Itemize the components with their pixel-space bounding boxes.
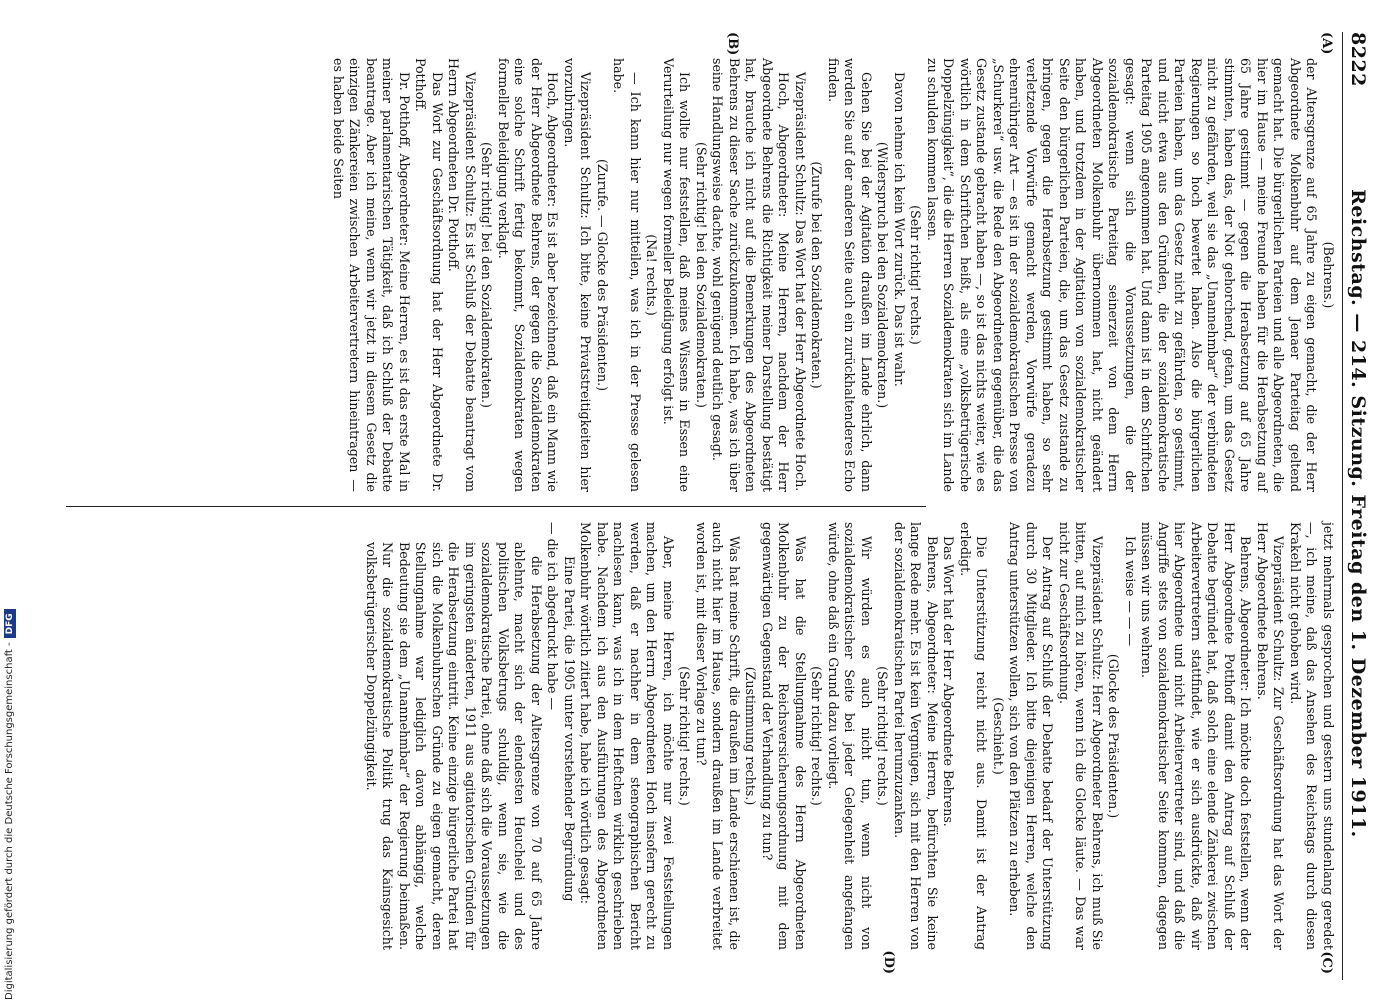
paragraph: — die ich abgedruckt habe — bbox=[545, 522, 561, 711]
interjection: (Zustimmung rechts.) bbox=[743, 666, 759, 806]
paragraph: Ich wollte nur feststellen, daß meines Wissens in Essen eine Verurteilung nur wegen formeller Beleidigung erfolgt ist. bbox=[661, 58, 693, 492]
page-title: Reichstag. — 214. Sitzung. Freitag den 1. Dezember 1911. bbox=[1347, 189, 1369, 838]
quoted-text: Eine Partei, die 1905 unter vorstehender Begründung bbox=[562, 556, 577, 902]
paragraph: der Altersgrenze auf 65 Jahre zu eigen gemacht, die der Herr Abgeordnete Molkenbuhr auf dem Jenaer Parteitag geltend gemacht hat. Die bürgerlichen Parteien und alle Abgeordneten, die hier im Hause — meine Freunde haben für die Herabsetzung auf 65 Jahre gestimmt — gegen die Herabsetzung auf 65 Jahre stimmten, haben das, der Not gehorchend, getan, um das Gesetz nicht zu gefährden, weil sie das „Unannehmbar“ der verbündeten Regierungen so hoch bewertet haben. Also die bürgerlichen Parteien haben, um das Gesetz nicht zu gefährden, so gestimmt, und nicht etwa aus den Gründen, die der sozialdemokratische Parteitag 1905 angenommen hat. Und dann ist in dem Schriftchen gesagt: wenn sich die Voraussetzungen, die der sozialdemokratische Parteitag seinerzeit von dem Herrn Abgeordneten Molkenbuhr übernommen hat, nicht geändert haben, und trotzdem in der Agitation von sozialdemokratischer Seite den bürgerlichen Parteien, die, um das Gesetz zustande zu bringen, gegen die Herabsetzung gestimmt haben, so sehr verletzende Vorwürfe gemacht werden, Vorwürfe geradezu ehrenrühriger Art — es ist in der sozialdemokratischen Presse von „Schurkerei“ usw. die Rede den Abgeordneten gegenüber, die das Gesetz zustande gebracht haben —, so ist das nichts weiter, wie es wörtlich in dem Schriftchen heißt, als eine „volksbetrügerische Doppelzüngigkeit“, die die Herren Sozialdemokraten sich im Lande zu schulden kommen lassen. bbox=[925, 58, 1320, 492]
paragraph: Vizepräsident Schultz: Das Wort hat der Herr Abgeordnete Hoch. bbox=[793, 72, 808, 492]
interjection: (Sehr richtig! rechts.) bbox=[908, 205, 924, 345]
interjection: (Sehr richtig! rechts.) bbox=[875, 666, 891, 806]
paragraph: Dr. Potthoff, Abgeordneter: Meine Herren, es ist das erste Mal in meiner parlamentarischen Tätigkeit, daß ich Schluß der Debatte beantrage. Aber ich meine, wenn wir jetzt in diesem Gesetz die einzigen Zänkereien zwischen Arbeitervertretern hineintragen — es haben beide Seiten bbox=[331, 58, 412, 492]
paragraph: Das Wort zur Geschäftsordnung hat der Herr Abgeordnete Dr. Potthoff. bbox=[413, 58, 445, 492]
paragraph: Die Unterstützung reicht nicht aus. Damit ist der Antrag erledigt. bbox=[958, 522, 990, 950]
interjection: (Zurufe. — Glocke des Präsidenten.) bbox=[595, 158, 610, 392]
interjection: (Zurufe bei den Sozialdemokraten.) bbox=[809, 161, 825, 389]
paragraph: Vizepräsident Schultz: Ich bitte, keine Privatstreitigkeiten hier vorzubringen. bbox=[562, 58, 594, 492]
interjection: (Geschieht.) bbox=[991, 697, 1006, 775]
digitization-credit bbox=[4, 0, 16, 1000]
interjection: (Widerspruch bei den Sozialdemokraten.) bbox=[875, 141, 891, 409]
paragraph: Das Wort hat der Herr Abgeordnete Behrens. bbox=[941, 536, 957, 827]
paragraph: Wir würden es auch nicht tun, wenn nicht von sozialdemokratischer Seite bei jeder Gelegenheit angefangen würde, ohne daß ein Grund dazu vorliegt. bbox=[826, 522, 874, 950]
interjection: (Sehr richtig! bei den Sozialdemokraten.) bbox=[694, 142, 709, 408]
paragraph: Vizepräsident Schultz: Zur Geschäftsordnung hat das Wort der Herr Abgeordnete Behrens. bbox=[1255, 522, 1287, 950]
paragraph: Was hat die Stellungnahme des Herrn Abgeordneten Molkenbuhr zu der Reichsversicherungsordnung mit dem gegenwärtigen Gegenstand der Verhandlung zu tun? bbox=[760, 522, 808, 950]
paragraph: Gehen Sie bei der Agitation draußen im Lande ehrlich, dann werden Sie auf der anderen Seite auch ein zurückhaltenderes Echo finden. bbox=[826, 58, 874, 492]
interjection: (Sehr richtig! bei den Sozialdemokraten.) bbox=[479, 142, 495, 408]
paragraph: Ich weise — — — bbox=[1123, 536, 1138, 647]
paragraph: Behrens, Abgeordneter: Ich möchte doch feststellen, wenn der Herr Abgeordnete Potthoff damit den Antrag auf Schluß der Debatte begründet hat, daß solch eine elende Zänkerei zwischen Arbeitervertretern stattfindet, wie er sich ausdrückte, daß wir hier Abgeordnete und nicht Arbeitervertreter sind, und daß die Angriffe stets von sozialdemokratischer Seite kommen, dagegen müssen wir uns wehren. bbox=[1139, 522, 1254, 950]
paragraph: Der Antrag auf Schluß der Debatte bedarf der Unterstützung durch 30 Mitglieder. Ich bitte diejenigen Herren, welche den Antrag unterstützen wollen, sich von den Plätzen zu erheben. bbox=[1007, 522, 1056, 950]
right-column bbox=[66, 506, 1336, 980]
paragraph: Behrens, Abgeordneter: Meine Herren, befürchten Sie keine lange Rede mehr. Es ist kein Vergnügen, sich mit den Herren von der sozialdemokratischen Partei herumzuzanken. bbox=[892, 522, 940, 950]
paragraph: Vizepräsident Schultz: Herr Abgeordneter Behrens, ich muß Sie bitten, auf mich zu hören, wenn ich die Glocke läute. — Das war nicht zur Geschäftsordnung. bbox=[1057, 522, 1105, 950]
paragraph: — Ich kann hier nur mitteilen, was ich in der Presse gelesen habe. bbox=[611, 58, 643, 492]
dfg-logo: DFG bbox=[4, 609, 16, 638]
left-column bbox=[66, 32, 1336, 506]
interjection: (Na! rechts.) bbox=[644, 234, 660, 316]
interjection: (Glocke des Präsidenten.) bbox=[1106, 653, 1122, 819]
speaker-heading: (Behrens.) bbox=[1321, 241, 1336, 309]
paragraph: Vizepräsident Schultz: Es ist Schluß der Debatte beantragt vom Herrn Abgeordneten Dr. Potthoff. bbox=[446, 58, 478, 492]
margin-marker-c: (C) bbox=[1319, 951, 1334, 974]
page-header bbox=[1342, 32, 1369, 980]
text-columns bbox=[66, 32, 1336, 980]
margin-marker-b: (B) bbox=[725, 32, 740, 56]
quoted-text: die Herabsetzung der Altersgrenze von 70 auf 65 Jahre ablehnte, macht sich der elendesten Heuchelei und des politischen Volksbetrugs schuldig, wenn sie, wie die sozialdemokratische Partei, ohne daß sich die Voraussetzungen im geringsten änderten, 1911 aus agitatorischen Gründen für die Herabsetzung eintritt. Keine einzige bürgerliche Partei hat sich die Molkenbuhrschen Gründe zu eigen gemacht, deren Stellungnahme war lediglich davon abhängig, welche Bedeutung sie dem „Unannehmbar“ der Regierung beimaßen. Nur die sozialdemokratische Politik trug das Kainsgesicht volksbetrügerischer Doppelzüngigkeit. bbox=[364, 542, 544, 950]
paragraph: Hoch, Abgeordneter: Meine Herren, nachdem der Herr Abgeordnete Behrens die Richtigkeit meiner Darstellung bestätigt hat, brauche ich nicht auf die Bemerkungen des Abgeordneten Behrens zu dieser Sache zurückzukommen. Ich habe, was ich über seine Handlungsweise dachte, wohl genügend deutlich gesagt. bbox=[710, 58, 792, 492]
margin-marker-a: (A) bbox=[1319, 32, 1334, 55]
interjection: (Sehr richtig! rechts.) bbox=[809, 666, 825, 806]
paragraph: Davon nehme ich kein Wort zurück. Das ist wahr. bbox=[892, 72, 907, 387]
interjection: (Sehr richtig! rechts.) bbox=[677, 666, 693, 806]
paragraph: Aber, meine Herren, ich möchte nur zwei Feststellungen machen, um den Herrn Abgeordneten Hoch insofern gerecht zu werden, daß er nachher in dem stenographischen Bericht nachlesen kann, was ich in dem Heftchen wirklich geschrieben habe. Nachdem ich aus den Ausführungen des Abgeordneten Molkenbuhr wörtlich zitiert habe, habe ich wörtlich gesagt: bbox=[578, 522, 676, 950]
credit-text: Digitalisierung gefördert durch die Deutsche Forschungsgemeinschaft - bbox=[4, 642, 15, 1000]
paragraph: Was hat meine Schrift, die draußen im Lande erschienen ist, die auch nicht hier im Hause, sondern draußen im Lande verbreitet worden ist, mit dieser Vorlage zu tun? bbox=[694, 522, 742, 950]
page-number: 8222 bbox=[1347, 32, 1369, 87]
paragraph: jetzt mehrmals gesprochen und gestern uns stundenlang geredet —, ich meine, daß das Ansehen des Reichstags durch diesen Krakehl nicht gehoben wird. bbox=[1288, 522, 1336, 950]
paragraph: Hoch, Abgeordneter: Es ist aber bezeichnend, daß ein Mann wie der Herr Abgeordnete Behrens, der gegen die Sozialdemokraten eine solche Schrift fertig bekommt, Sozialdemokraten wegen formeller Beleidigung verklagt. bbox=[496, 58, 561, 492]
margin-marker-d: (D) bbox=[881, 950, 896, 974]
